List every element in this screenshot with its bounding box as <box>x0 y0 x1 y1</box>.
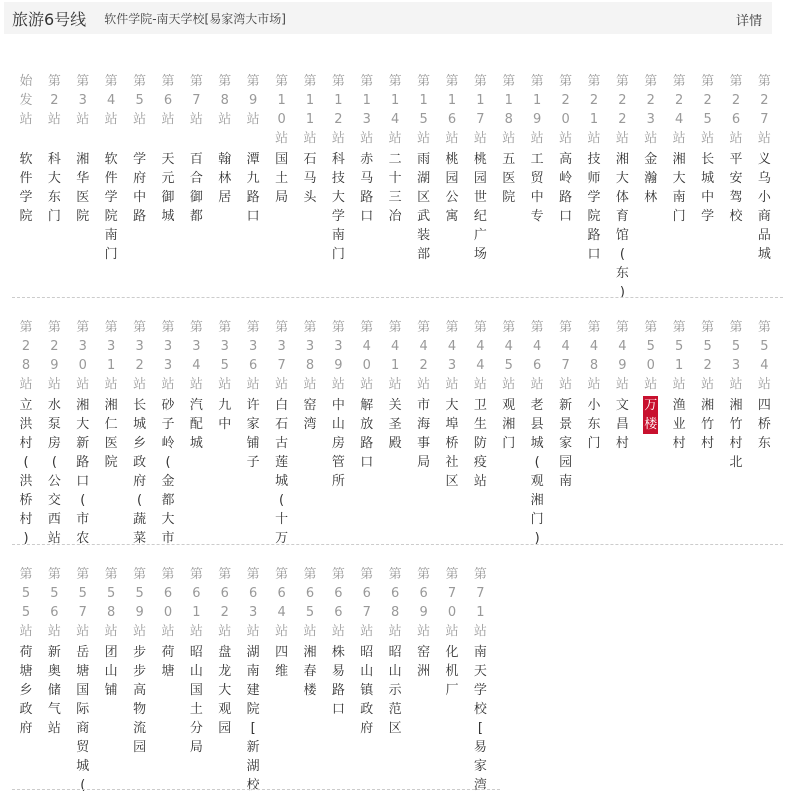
stop-number: 第 1 6 站 <box>445 74 459 146</box>
stop-name: 盘 龙 大 观 园 <box>218 645 232 736</box>
stop-number: 第 8 站 <box>218 74 232 127</box>
stop-item[interactable] <box>239 72 267 224</box>
stop-item[interactable] <box>154 565 182 679</box>
stop-item[interactable] <box>466 72 494 262</box>
stop-name: 许 家 铺 子 <box>246 398 260 470</box>
stop-item[interactable] <box>438 565 466 698</box>
stop-number: 第 2 6 站 <box>729 74 743 146</box>
stop-name: 湖 南 建 院 [ 新 湖 校 <box>246 645 260 793</box>
stop-number: 第 2 1 站 <box>587 74 601 146</box>
stop-number: 第 3 0 站 <box>76 320 90 392</box>
stop-item[interactable] <box>438 72 466 224</box>
stop-name: 昭 山 示 范 区 <box>388 645 402 736</box>
stop-name: 步 步 高 物 流 园 <box>133 645 147 755</box>
stop-name: 团 山 铺 <box>104 645 118 698</box>
stop-item[interactable] <box>495 318 523 451</box>
stop-name: 天 元 御 城 <box>161 152 175 224</box>
stop-number: 第 2 8 站 <box>19 320 33 392</box>
stop-number: 第 6 9 站 <box>417 567 431 639</box>
stop-name: 化 机 厂 <box>445 645 459 698</box>
stop-item[interactable] <box>552 72 580 224</box>
stop-item[interactable] <box>126 318 154 546</box>
stop-number: 第 1 0 站 <box>275 74 289 146</box>
stop-name: 大 埠 桥 社 区 <box>445 398 459 489</box>
stop-name: 老 县 城 ( 观 湘 门 ) <box>530 398 544 546</box>
stop-name: 湘 仁 医 院 <box>104 398 118 470</box>
stop-name: 长 城 乡 政 府 ( 蔬 菜 <box>133 398 147 546</box>
stop-item[interactable] <box>381 318 409 451</box>
route-description: 软件学院-南天学校[易家湾大市场] <box>104 11 286 26</box>
stop-item[interactable] <box>637 318 665 432</box>
route-header <box>4 2 772 34</box>
stop-number: 第 3 8 站 <box>303 320 317 392</box>
stop-item[interactable] <box>580 318 608 451</box>
stop-number: 第 4 7 站 <box>559 320 573 392</box>
stop-number: 第 6 6 站 <box>331 567 345 639</box>
stop-name: 五 医 院 <box>502 152 516 205</box>
stop-name: 桃 园 世 纪 广 场 <box>473 152 487 262</box>
stop-item[interactable] <box>211 72 239 205</box>
stop-number: 第 6 3 站 <box>246 567 260 639</box>
stop-item[interactable] <box>12 565 40 736</box>
stop-name: 九 中 <box>218 398 232 432</box>
stop-item[interactable] <box>466 565 494 793</box>
stop-name: 国 土 局 <box>275 152 289 205</box>
stop-name: 湘 大 南 门 <box>672 152 686 224</box>
stop-name: 小 东 门 <box>587 398 601 451</box>
stop-item[interactable] <box>69 72 97 224</box>
stop-number: 始 发 站 <box>19 74 33 127</box>
stop-number: 第 6 1 站 <box>189 567 203 639</box>
stop-name: 关 圣 殿 <box>388 398 402 451</box>
stop-number: 第 7 1 站 <box>473 567 487 639</box>
stop-number: 第 2 2 站 <box>615 74 629 146</box>
stop-number: 第 2 0 站 <box>559 74 573 146</box>
stop-name: 湘 竹 村 北 <box>729 398 743 470</box>
stop-item[interactable] <box>239 318 267 470</box>
stop-number: 第 3 3 站 <box>161 320 175 392</box>
stop-item[interactable] <box>40 318 68 546</box>
stop-item[interactable] <box>665 318 693 451</box>
stop-number: 第 5 站 <box>133 74 147 127</box>
stop-number: 第 2 5 站 <box>701 74 715 146</box>
stop-item[interactable] <box>211 565 239 736</box>
stop-item[interactable] <box>523 318 551 546</box>
stop-item[interactable] <box>353 565 381 736</box>
stop-item[interactable] <box>97 565 125 698</box>
stop-item[interactable] <box>154 72 182 224</box>
stop-name: 科 技 大 学 南 门 <box>331 152 345 262</box>
stop-item[interactable] <box>268 565 296 679</box>
stop-name: 市 海 事 局 <box>417 398 431 470</box>
stop-item[interactable] <box>580 72 608 262</box>
stop-name: 昭 山 镇 政 府 <box>360 645 374 736</box>
stop-number: 第 6 2 站 <box>218 567 232 639</box>
stop-number: 第 5 0 站 <box>644 320 658 392</box>
stop-name: 科 大 东 门 <box>47 152 61 224</box>
stop-number: 第 5 7 站 <box>76 567 90 639</box>
stop-item[interactable] <box>12 72 40 224</box>
stop-item[interactable] <box>154 318 182 546</box>
stop-number: 第 6 4 站 <box>275 567 289 639</box>
stop-number: 第 4 8 站 <box>587 320 601 392</box>
stop-item[interactable] <box>126 565 154 755</box>
stop-name: 株 易 路 口 <box>331 645 345 717</box>
stop-number: 第 4 2 站 <box>417 320 431 392</box>
stop-name: 学 府 中 路 <box>133 152 147 224</box>
stop-item[interactable] <box>324 318 352 489</box>
stop-number: 第 2 3 站 <box>644 74 658 146</box>
stop-number: 第 5 1 站 <box>672 320 686 392</box>
stop-item[interactable] <box>722 318 750 470</box>
stop-name: 金 瀚 林 <box>644 152 658 205</box>
stop-number: 第 1 9 站 <box>530 74 544 146</box>
stop-number: 第 3 5 站 <box>218 320 232 392</box>
stop-number: 第 3 9 站 <box>331 320 345 392</box>
stop-number: 第 5 4 站 <box>757 320 771 392</box>
stop-name: 百 合 御 都 <box>189 152 203 224</box>
stop-number: 第 3 7 站 <box>275 320 289 392</box>
stop-name: 新 奥 储 气 站 <box>47 645 61 736</box>
stop-name: 翰 林 居 <box>218 152 232 205</box>
stop-number: 第 3 2 站 <box>133 320 147 392</box>
stop-number: 第 4 9 站 <box>615 320 629 392</box>
stop-item[interactable] <box>182 565 210 755</box>
stop-number: 第 4 站 <box>104 74 118 127</box>
stop-name: 赤 马 路 口 <box>360 152 374 224</box>
stop-number: 第 1 8 站 <box>502 74 516 146</box>
stop-number: 第 3 4 站 <box>189 320 203 392</box>
stop-number: 第 1 1 站 <box>303 74 317 146</box>
stop-item[interactable] <box>69 565 97 793</box>
row-divider <box>12 789 500 790</box>
stop-name: 石 马 头 <box>303 152 317 205</box>
stop-number: 第 2 7 站 <box>757 74 771 146</box>
stop-item[interactable] <box>410 72 438 262</box>
stop-item[interactable] <box>69 318 97 546</box>
stop-name-current: 万 楼 <box>644 398 658 432</box>
stop-name: 雨 湖 区 武 装 部 <box>417 152 431 262</box>
stop-number: 第 3 1 站 <box>104 320 118 392</box>
stop-number: 第 4 1 站 <box>388 320 402 392</box>
stop-number: 第 2 4 站 <box>672 74 686 146</box>
stop-item[interactable] <box>608 318 636 451</box>
stop-number: 第 1 4 站 <box>388 74 402 146</box>
stop-number: 第 5 8 站 <box>104 567 118 639</box>
stop-name: 砂 子 岭 ( 金 都 大 市 <box>161 398 175 546</box>
stop-name: 观 湘 门 <box>502 398 516 451</box>
stop-item[interactable] <box>268 318 296 546</box>
stop-number: 第 1 2 站 <box>331 74 345 146</box>
stop-item[interactable] <box>750 72 778 262</box>
stop-name: 水 泵 房 ( 公 交 西 站 <box>47 398 61 546</box>
stop-item[interactable] <box>296 565 324 698</box>
stop-name: 立 洪 村 ( 洪 桥 村 ) <box>19 398 33 546</box>
stop-item[interactable] <box>495 72 523 205</box>
stop-name: 岳 塘 国 际 商 贸 城 ( <box>76 645 90 793</box>
stop-item[interactable] <box>608 72 636 300</box>
row-divider <box>12 544 783 545</box>
stop-name: 湘 华 医 院 <box>76 152 90 224</box>
stop-name: 文 昌 村 <box>615 398 629 451</box>
stop-item[interactable] <box>268 72 296 205</box>
stop-number: 第 5 9 站 <box>133 567 147 639</box>
stop-item[interactable] <box>211 318 239 432</box>
stop-number: 第 1 5 站 <box>417 74 431 146</box>
stop-item[interactable] <box>324 565 352 717</box>
stop-item[interactable] <box>324 72 352 262</box>
stop-item[interactable] <box>40 565 68 736</box>
stop-item[interactable] <box>296 72 324 205</box>
stop-number: 第 1 3 站 <box>360 74 374 146</box>
stop-name: 窑 洲 <box>417 645 431 679</box>
stop-number: 第 4 5 站 <box>502 320 516 392</box>
stop-item[interactable] <box>466 318 494 489</box>
stop-number: 第 5 3 站 <box>729 320 743 392</box>
stop-name: 软 件 学 院 南 门 <box>104 152 118 262</box>
stop-item[interactable] <box>552 318 580 489</box>
stop-number: 第 4 3 站 <box>445 320 459 392</box>
stop-item[interactable] <box>126 72 154 224</box>
stop-number: 第 5 5 站 <box>19 567 33 639</box>
stop-item[interactable] <box>381 565 409 736</box>
row-divider <box>12 297 783 298</box>
stop-name: 湘 大 体 育 馆 ( 东 ) <box>615 152 629 300</box>
stop-number: 第 6 8 站 <box>388 567 402 639</box>
stop-number: 第 1 7 站 <box>473 74 487 146</box>
stop-item[interactable] <box>12 318 40 546</box>
stop-name: 二 十 三 冶 <box>388 152 402 224</box>
stop-name: 软 件 学 院 <box>19 152 33 224</box>
stop-name: 汽 配 城 <box>189 398 203 451</box>
route-title: 旅游6号线 <box>12 9 87 29</box>
stop-name: 白 石 古 莲 城 ( 十 万 <box>275 398 289 546</box>
stop-number: 第 6 5 站 <box>303 567 317 639</box>
stop-name: 卫 生 防 疫 站 <box>473 398 487 489</box>
stop-name: 窑 湾 <box>303 398 317 432</box>
stop-number: 第 4 4 站 <box>473 320 487 392</box>
stop-name: 长 城 中 学 <box>701 152 715 224</box>
stop-item[interactable] <box>40 72 68 224</box>
stop-name: 桃 园 公 寓 <box>445 152 459 224</box>
stop-number: 第 2 站 <box>47 74 61 127</box>
stop-number: 第 7 0 站 <box>445 567 459 639</box>
stop-number: 第 6 0 站 <box>161 567 175 639</box>
stop-name: 湘 大 新 路 口 ( 市 农 <box>76 398 90 546</box>
stop-number: 第 2 9 站 <box>47 320 61 392</box>
stop-name: 四 维 <box>275 645 289 679</box>
stop-number: 第 6 7 站 <box>360 567 374 639</box>
stop-name: 荷 塘 <box>161 645 175 679</box>
stop-item[interactable] <box>239 565 267 793</box>
stop-name: 潭 九 路 口 <box>246 152 260 224</box>
stop-number: 第 9 站 <box>246 74 260 127</box>
stop-item[interactable] <box>438 318 466 489</box>
stop-name: 荷 塘 乡 政 府 <box>19 645 33 736</box>
stop-number: 第 4 0 站 <box>360 320 374 392</box>
stop-name: 四 桥 东 <box>757 398 771 451</box>
stop-item[interactable] <box>97 318 125 470</box>
stop-item[interactable] <box>694 318 722 451</box>
stop-name: 湘 竹 村 <box>701 398 715 451</box>
stop-number: 第 5 2 站 <box>701 320 715 392</box>
stop-item[interactable] <box>665 72 693 224</box>
stop-item[interactable] <box>381 72 409 224</box>
stop-item[interactable] <box>353 318 381 470</box>
stop-number: 第 5 6 站 <box>47 567 61 639</box>
stop-item[interactable] <box>750 318 778 451</box>
stop-item[interactable] <box>637 72 665 205</box>
stop-number: 第 4 6 站 <box>530 320 544 392</box>
stop-name: 昭 山 国 土 分 局 <box>189 645 203 755</box>
stop-number: 第 3 6 站 <box>246 320 260 392</box>
stop-name: 渔 业 村 <box>672 398 686 451</box>
stop-item[interactable] <box>296 318 324 432</box>
stop-item[interactable] <box>97 72 125 262</box>
stop-number: 第 3 站 <box>76 74 90 127</box>
stop-name: 义 乌 小 商 品 城 <box>757 152 771 262</box>
stop-name: 工 贸 中 专 <box>530 152 544 224</box>
stop-name: 南 天 学 校 [ 易 家 湾 <box>473 645 487 793</box>
stop-name: 平 安 驾 校 <box>729 152 743 224</box>
stop-number: 第 7 站 <box>189 74 203 127</box>
stop-item[interactable] <box>353 72 381 224</box>
stop-item[interactable] <box>410 565 438 679</box>
stop-item[interactable] <box>523 72 551 224</box>
stop-number: 第 6 站 <box>161 74 175 127</box>
detail-link[interactable]: 详情 <box>735 14 762 29</box>
stop-name: 技 师 学 院 路 口 <box>587 152 601 262</box>
stop-name: 湘 春 楼 <box>303 645 317 698</box>
stop-name: 解 放 路 口 <box>360 398 374 470</box>
stop-item[interactable] <box>182 72 210 224</box>
stop-name: 新 景 家 园 南 <box>559 398 573 489</box>
stop-name: 高 岭 路 口 <box>559 152 573 224</box>
stop-item[interactable] <box>410 318 438 470</box>
stop-item[interactable] <box>182 318 210 451</box>
stop-name: 中 山 房 管 所 <box>331 398 345 489</box>
stop-item[interactable] <box>722 72 750 224</box>
stop-item[interactable] <box>694 72 722 224</box>
